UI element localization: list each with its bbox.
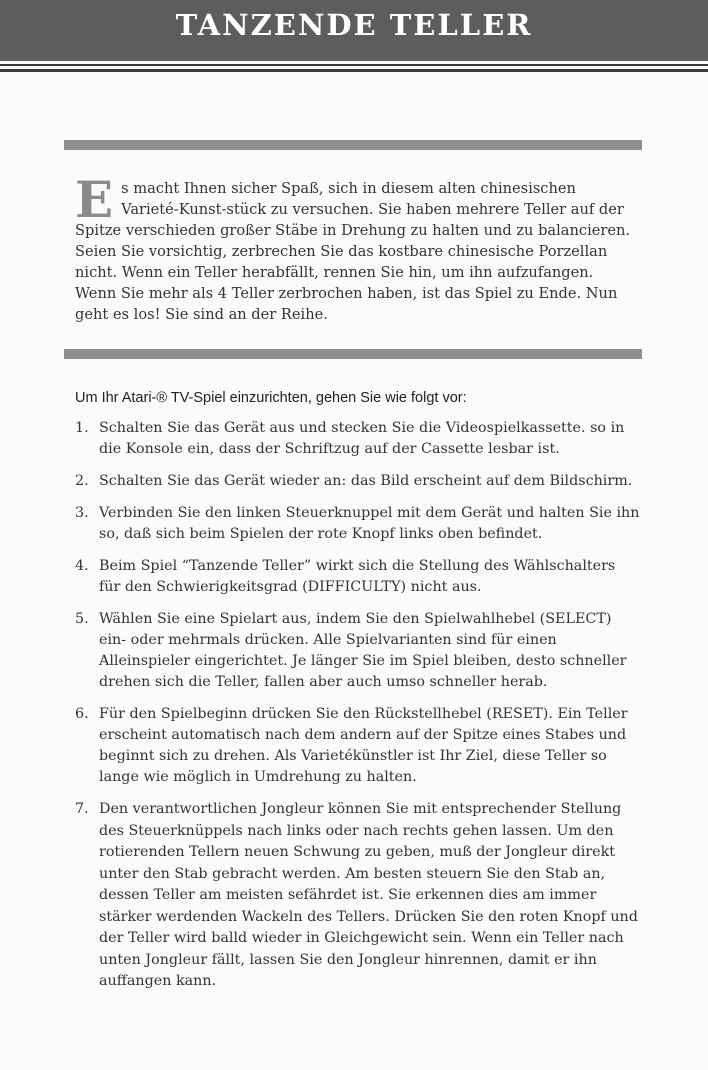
- section-divider-top: [64, 140, 642, 150]
- step-number: 6.: [75, 706, 89, 722]
- drop-cap: E: [75, 170, 114, 229]
- step-text: Schalten Sie das Gerät wieder an: das Bild erscheint auf dem Bildschirm.: [99, 473, 633, 489]
- step-text: Wählen Sie eine Spielart aus, indem Sie den Spielwahlhebel (SELECT) ein- oder mehrmals drücken. Alle Spielvarianten sind für einen Alleinspieler eingerichtet. Je länger Sie im Spiel bleiben, desto schneller drehen sich die Teller, fallen aber auch umso schneller herab.: [99, 611, 627, 690]
- step-number: 5.: [75, 611, 89, 627]
- step-number: 1.: [75, 420, 89, 436]
- page-title: TANZENDE TELLER: [175, 8, 533, 42]
- intro-paragraph: [75, 170, 635, 325]
- step-text: Schalten Sie das Gerät aus und stecken Sie die Videospielkassette. so in die Konsole ein, dass der Schriftzug auf der Cassette lesbar ist.: [99, 420, 625, 457]
- list-item: [75, 471, 640, 492]
- list-item: [75, 556, 640, 598]
- header-rule-thick: [0, 69, 708, 72]
- step-text: Beim Spiel “Tanzende Teller” wirkt sich die Stellung des Wählschalters für den Schwierigkeitsgrad (DIFFICULTY) nicht aus.: [99, 558, 616, 595]
- step-number: 3.: [75, 505, 89, 521]
- step-text: Den verantwortlichen Jongleur können Sie mit entsprechender Stellung des Steuerknüppels nach links oder nach rechts gehen lassen. Um den rotierenden Tellern neuen Schwung zu geben, muß der Jongleur direkt unter den Stab gebracht werden. Am besten steuern Sie den Stab an, dessen Teller am meisten sefährdet ist. Sie erkennen dies am immer stärker werdenden Wackeln des Tellers. Drücken Sie den roten Knopf und der Teller wird balld wieder in Gleichgewicht sein. Wenn ein Teller nach unten Jongleur fällt, lassen Sie den Jongleur hinrennen, damit er ihn auffangen kann.: [99, 801, 638, 989]
- title-banner: [0, 0, 708, 61]
- step-text: Verbinden Sie den linken Steuerknuppel mit dem Gerät und halten Sie ihn so, daß sich beim Spielen der rote Knopf links oben befindet.: [99, 505, 640, 542]
- step-number: 7.: [75, 801, 89, 817]
- step-number: 2.: [75, 473, 89, 489]
- intro-text: s macht Ihnen sicher Spaß, sich in diesem alten chinesischen Varieté-Kunst-stück zu versuchen. Sie haben mehrere Teller auf der Spitze verschieden großer Stäbe in Drehung zu halten und zu balancieren. Seien Sie vorsichtig, zerbrechen Sie das kostbare chinesische Porzellan nicht. Wenn ein Teller herabfällt, rennen Sie hin, um ihn aufzufangen. Wenn Sie mehr als 4 Teller zerbrochen haben, ist das Spiel zu Ende. Nun geht es los! Sie sind an der Reihe.: [75, 180, 631, 323]
- list-item: [75, 609, 640, 693]
- setup-steps-list: [75, 418, 640, 1004]
- header-rule-thin: [0, 64, 708, 66]
- step-text: Für den Spielbeginn drücken Sie den Rückstellhebel (RESET). Ein Teller erscheint automatisch nach dem andern auf der Spitze eines Stabes und beginnt sich zu drehen. Als Varietékünstler ist Ihr Ziel, diese Teller so lange wie möglich in Umdrehung zu halten.: [99, 706, 628, 785]
- step-number: 4.: [75, 558, 89, 574]
- section-divider-bottom: [64, 349, 642, 359]
- setup-heading: Um Ihr Atari-® TV-Spiel einzurichten, gehen Sie wie folgt vor:: [75, 390, 467, 406]
- list-item: [75, 418, 640, 460]
- list-item: [75, 799, 640, 993]
- list-item: [75, 704, 640, 788]
- list-item: [75, 503, 640, 545]
